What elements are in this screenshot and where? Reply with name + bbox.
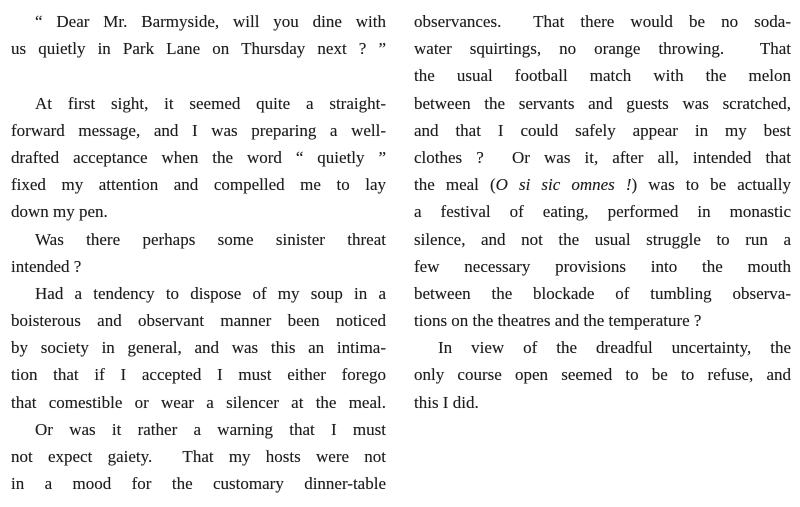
text-segment: ) was to be actually: [631, 175, 791, 195]
text-line: [414, 171, 791, 198]
text-line: between the servants and guests was scratched,: [414, 93, 791, 113]
text-line: not expect gaiety. That my hosts were not: [11, 447, 386, 466]
text-line: clothes ? Or was it, after all, intended that: [414, 147, 791, 167]
text-line: observances. That there would be no soda-: [414, 12, 791, 31]
text-line: “ Dear Mr. Barmyside, will you dine with: [35, 12, 386, 31]
text-line: Or was it rather a warning that I must: [35, 419, 386, 439]
text-line: in a mood for the customary dinner-table: [11, 474, 386, 494]
latin-phrase: O si sic omnes !: [495, 175, 632, 195]
text-line: only course open seemed to be to refuse, and: [414, 365, 791, 385]
text-line: boisterous and observant manner been noticed: [11, 311, 386, 331]
text-line: the usual football match with the melon: [414, 66, 791, 86]
right-column: [414, 8, 791, 497]
text-line: down my pen.: [11, 202, 108, 222]
text-line: Had a tendency to dispose of my soup in a: [35, 283, 386, 303]
text-line: In view of the dreadful uncertainty, the: [438, 338, 791, 358]
text-line: and that I could safely appear in my best: [414, 120, 791, 140]
left-column: [11, 8, 386, 497]
text-line: tions on the theatres and the temperature ?: [414, 311, 702, 331]
text-line: a festival of eating, performed in monastic: [414, 202, 791, 222]
text-line: us quietly in Park Lane on Thursday next ? ”: [11, 39, 386, 59]
text-line: by society in general, and was this an intima-: [11, 338, 386, 358]
text-line: that comestible or wear a silencer at the meal.: [11, 392, 386, 412]
text-line: drafted acceptance when the word “ quietly ”: [11, 147, 386, 167]
text-line: water squirtings, no orange throwing. That: [414, 39, 791, 59]
text-line: forward message, and I was preparing a well-: [11, 120, 386, 140]
text-line: fixed my attention and compelled me to lay: [11, 175, 386, 195]
text-line: this I did.: [414, 392, 479, 412]
text-segment: the meal (: [414, 175, 496, 195]
text-line: Was there perhaps some sinister threat: [35, 229, 386, 249]
text-line: tion that if I accepted I must either forego: [11, 365, 386, 385]
text-line: between the blockade of tumbling observa-: [414, 283, 791, 303]
text-line: At first sight, it seemed quite a straight-: [35, 93, 386, 113]
paragraph-gap: [11, 62, 386, 89]
text-line: silence, and not the usual struggle to run a: [414, 229, 791, 249]
text-line: intended ?: [11, 256, 82, 276]
text-line: few necessary provisions into the mouth: [414, 256, 791, 276]
